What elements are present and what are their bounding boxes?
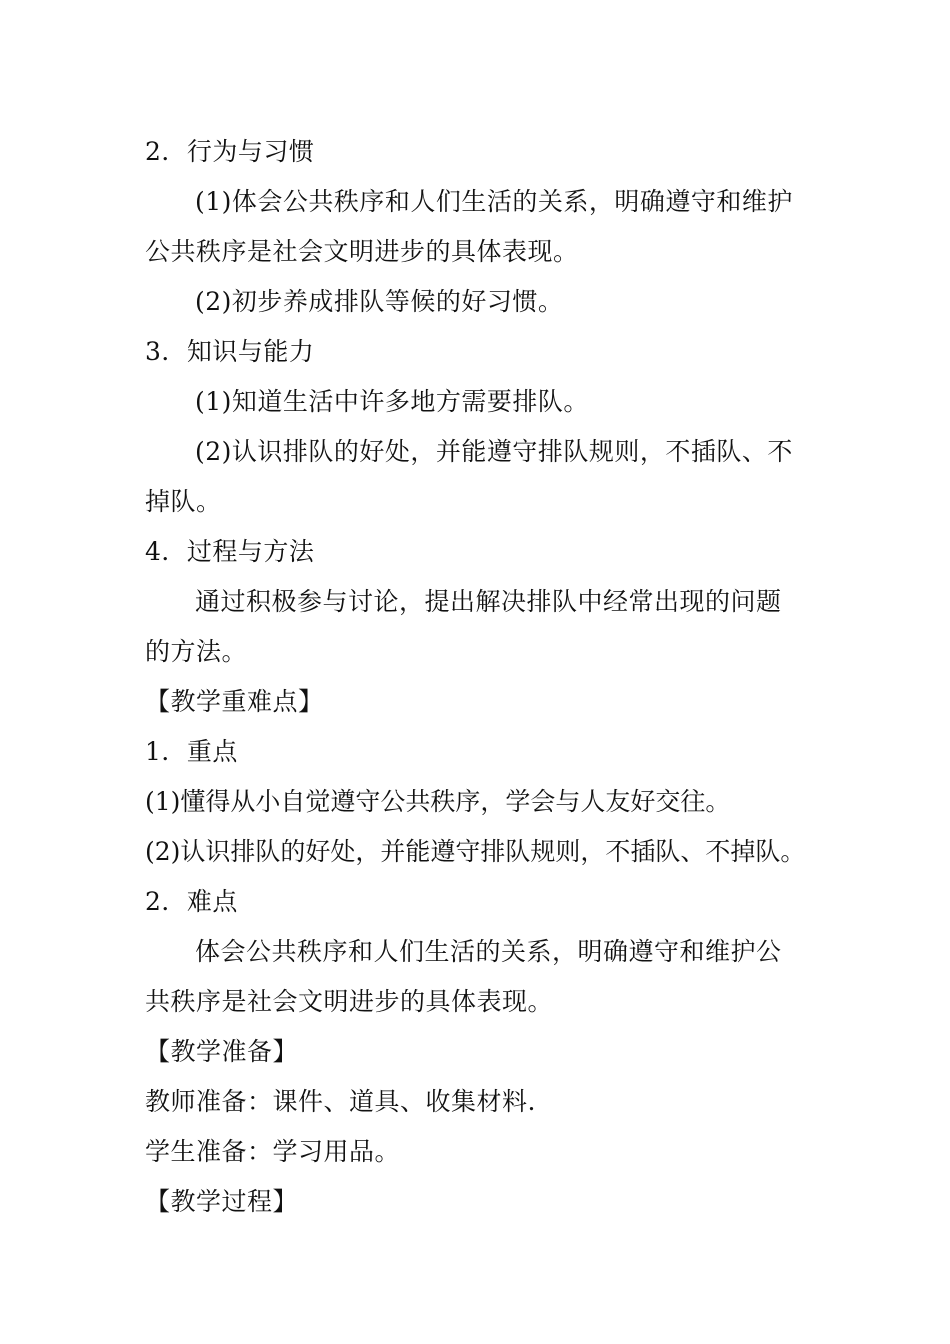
subsection-heading-difficult-points: 2．难点 xyxy=(145,887,238,916)
paragraph-line: 通过积极参与讨论，提出解决排队中经常出现的问题 xyxy=(195,587,782,616)
paragraph-line: 学生准备：学习用品。 xyxy=(145,1137,401,1166)
paragraph-line: (1)体会公共秩序和人们生活的关系，明确遵守和维护 xyxy=(195,187,793,216)
paragraph-line: (2)认识排队的好处，并能遵守排队规则，不插队、不 xyxy=(195,437,793,466)
section-heading-behavior-habits: 2．行为与习惯 xyxy=(145,137,315,166)
section-heading-process-method: 4．过程与方法 xyxy=(145,537,315,566)
section-title-teaching-process: 【教学过程】 xyxy=(145,1187,299,1216)
paragraph-line: (2)初步养成排队等候的好习惯。 xyxy=(195,287,564,316)
paragraph-line: 的方法。 xyxy=(145,637,248,666)
paragraph-line: 公共秩序是社会文明进步的具体表现。 xyxy=(145,237,579,266)
paragraph-line: 共秩序是社会文明进步的具体表现。 xyxy=(145,987,554,1016)
section-title-key-difficult-points: 【教学重难点】 xyxy=(145,687,324,716)
paragraph-line: 体会公共秩序和人们生活的关系，明确遵守和维护公 xyxy=(195,937,782,966)
section-heading-knowledge-ability: 3．知识与能力 xyxy=(145,337,315,366)
paragraph-line: (1)懂得从小自觉遵守公共秩序，学会与人友好交往。 xyxy=(145,787,731,816)
paragraph-line: 掉队。 xyxy=(145,487,222,516)
section-title-teaching-preparation: 【教学准备】 xyxy=(145,1037,299,1066)
paragraph-line: 教师准备：课件、道具、收集材料. xyxy=(145,1087,536,1116)
paragraph-line: (2)认识排队的好处，并能遵守排队规则，不插队、不掉队。 xyxy=(145,837,806,866)
paragraph-line: (1)知道生活中许多地方需要排队。 xyxy=(195,387,589,416)
subsection-heading-key-points: 1．重点 xyxy=(145,737,238,766)
